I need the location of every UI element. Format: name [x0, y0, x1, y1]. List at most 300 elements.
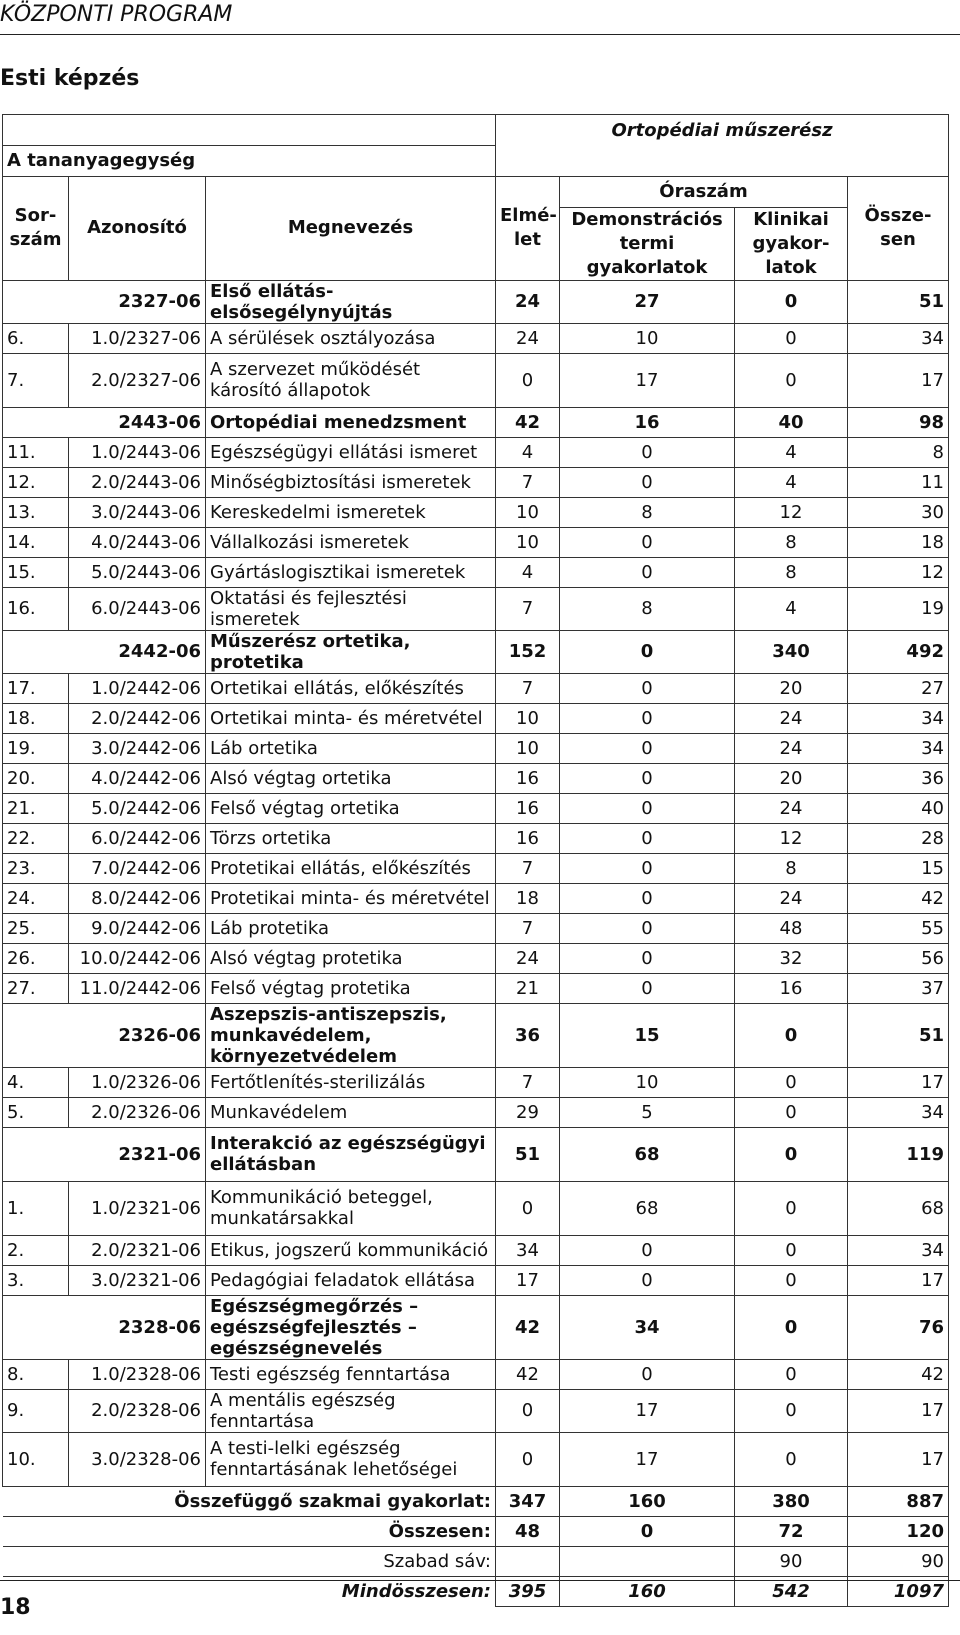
row-azonosito: 7.0/2442-06 — [69, 853, 206, 883]
total-row — [3, 1486, 949, 1516]
total-elmelet: 48 — [496, 1516, 560, 1546]
row-azonosito: 9.0/2442-06 — [69, 913, 206, 943]
group-row — [3, 1003, 949, 1067]
row-sorszam: 15. — [3, 557, 69, 587]
row-demo: 0 — [560, 437, 735, 467]
row-azonosito: 1.0/2321-06 — [69, 1181, 206, 1235]
module-id: 2328-06 — [3, 1295, 206, 1359]
total-osszesen: 1097 — [848, 1576, 949, 1606]
row-azonosito: 3.0/2328-06 — [69, 1432, 206, 1486]
row-azonosito: 2.0/2442-06 — [69, 703, 206, 733]
module-id: 2327-06 — [3, 280, 206, 323]
total-klinikai: 72 — [735, 1516, 848, 1546]
row-sorszam: 25. — [3, 913, 69, 943]
total-osszesen: 887 — [848, 1486, 949, 1516]
footer-divider — [0, 1580, 960, 1581]
row-azonosito: 11.0/2442-06 — [69, 973, 206, 1003]
row-azonosito: 4.0/2443-06 — [69, 527, 206, 557]
row-sorszam: 24. — [3, 883, 69, 913]
table-body — [3, 280, 949, 1606]
row-osszesen: 17 — [848, 1265, 949, 1295]
group-row — [3, 1127, 949, 1181]
row-demo: 0 — [560, 703, 735, 733]
row-megnevezes: Egészségügyi ellátási ismeret — [206, 437, 496, 467]
col-sorszam: Sor- szám — [3, 176, 69, 280]
table-row — [3, 943, 949, 973]
row-demo: 0 — [560, 853, 735, 883]
row-osszesen: 11 — [848, 467, 949, 497]
row-megnevezes: Vállalkozási ismeretek — [206, 527, 496, 557]
table-row — [3, 467, 949, 497]
row-demo: 0 — [560, 1235, 735, 1265]
row-sorszam: 20. — [3, 763, 69, 793]
row-azonosito: 1.0/2327-06 — [69, 323, 206, 353]
row-klinikai: 0 — [735, 1295, 848, 1359]
row-klinikai: 340 — [735, 630, 848, 673]
col-demo: Demonstrációs termi gyakorlatok — [560, 207, 735, 280]
table-row — [3, 1389, 949, 1432]
row-azonosito: 2.0/2326-06 — [69, 1097, 206, 1127]
table-row — [3, 527, 949, 557]
row-sorszam: 14. — [3, 527, 69, 557]
row-klinikai: 0 — [735, 1181, 848, 1235]
table-row — [3, 703, 949, 733]
header-blank — [3, 115, 496, 146]
table-row — [3, 673, 949, 703]
row-sorszam: 23. — [3, 853, 69, 883]
row-elmelet: 24 — [496, 943, 560, 973]
table-row — [3, 823, 949, 853]
row-azonosito: 1.0/2328-06 — [69, 1359, 206, 1389]
row-demo: 0 — [560, 527, 735, 557]
row-demo: 10 — [560, 323, 735, 353]
row-megnevezes: A testi-lelki egészség fenntartásának lehetőségei — [206, 1432, 496, 1486]
row-osszesen: 15 — [848, 853, 949, 883]
row-elmelet: 0 — [496, 353, 560, 407]
row-elmelet: 51 — [496, 1127, 560, 1181]
row-azonosito: 2.0/2443-06 — [69, 467, 206, 497]
row-demo: 0 — [560, 733, 735, 763]
total-osszesen: 120 — [848, 1516, 949, 1546]
row-sorszam: 26. — [3, 943, 69, 973]
row-sorszam: 13. — [3, 497, 69, 527]
row-klinikai: 20 — [735, 673, 848, 703]
row-elmelet: 16 — [496, 823, 560, 853]
row-elmelet: 36 — [496, 1003, 560, 1067]
row-demo: 0 — [560, 793, 735, 823]
row-osszesen: 34 — [848, 1097, 949, 1127]
row-osszesen: 98 — [848, 407, 949, 437]
row-elmelet: 29 — [496, 1097, 560, 1127]
row-demo: 16 — [560, 407, 735, 437]
row-elmelet: 18 — [496, 883, 560, 913]
row-osszesen: 34 — [848, 703, 949, 733]
row-azonosito: 5.0/2442-06 — [69, 793, 206, 823]
row-demo: 0 — [560, 467, 735, 497]
table-row — [3, 1181, 949, 1235]
row-azonosito: 1.0/2442-06 — [69, 673, 206, 703]
row-osszesen: 51 — [848, 1003, 949, 1067]
row-klinikai: 4 — [735, 437, 848, 467]
row-klinikai: 12 — [735, 823, 848, 853]
header-title: KÖZPONTI PROGRAM — [0, 2, 233, 27]
row-sorszam: 11. — [3, 437, 69, 467]
row-klinikai: 32 — [735, 943, 848, 973]
row-osszesen: 42 — [848, 1359, 949, 1389]
table-row — [3, 913, 949, 943]
row-osszesen: 40 — [848, 793, 949, 823]
row-megnevezes: Kommunikáció beteggel, munkatársakkal — [206, 1181, 496, 1235]
row-megnevezes: Első ellátás-elsősegélynyújtás — [206, 280, 496, 323]
total-klinikai: 542 — [735, 1576, 848, 1606]
row-demo: 68 — [560, 1127, 735, 1181]
row-elmelet: 17 — [496, 1265, 560, 1295]
row-elmelet: 0 — [496, 1432, 560, 1486]
col-klinikai: Klinikai gyakor- latok — [735, 207, 848, 280]
row-megnevezes: Fertőtlenítés-sterilizálás — [206, 1067, 496, 1097]
table-row — [3, 883, 949, 913]
row-klinikai: 0 — [735, 1127, 848, 1181]
row-osszesen: 17 — [848, 353, 949, 407]
row-demo: 0 — [560, 673, 735, 703]
row-megnevezes: Felső végtag ortetika — [206, 793, 496, 823]
row-sorszam: 22. — [3, 823, 69, 853]
row-sorszam: 4. — [3, 1067, 69, 1097]
row-azonosito: 6.0/2443-06 — [69, 587, 206, 630]
row-sorszam: 10. — [3, 1432, 69, 1486]
total-row — [3, 1516, 949, 1546]
row-megnevezes: Láb protetika — [206, 913, 496, 943]
row-elmelet: 34 — [496, 1235, 560, 1265]
row-klinikai: 0 — [735, 280, 848, 323]
section-title: Esti képzés — [0, 66, 140, 91]
row-klinikai: 4 — [735, 467, 848, 497]
col-megnevezes: Megnevezés — [206, 176, 496, 280]
row-elmelet: 24 — [496, 280, 560, 323]
row-elmelet: 10 — [496, 733, 560, 763]
row-demo: 17 — [560, 1389, 735, 1432]
total-elmelet: 395 — [496, 1576, 560, 1606]
row-klinikai: 0 — [735, 1097, 848, 1127]
row-azonosito: 8.0/2442-06 — [69, 883, 206, 913]
page-number: 18 — [0, 1595, 31, 1620]
row-azonosito: 5.0/2443-06 — [69, 557, 206, 587]
row-sorszam: 2. — [3, 1235, 69, 1265]
table-row — [3, 437, 949, 467]
row-elmelet: 0 — [496, 1181, 560, 1235]
row-megnevezes: Alsó végtag protetika — [206, 943, 496, 973]
row-megnevezes: Egészségmegőrzés – egészségfejlesztés – egészségnevelés — [206, 1295, 496, 1359]
row-megnevezes: Aszepszis-antiszepszis, munkavédelem, környezetvédelem — [206, 1003, 496, 1067]
row-azonosito: 2.0/2321-06 — [69, 1235, 206, 1265]
row-demo: 0 — [560, 557, 735, 587]
total-elmelet: 347 — [496, 1486, 560, 1516]
row-azonosito: 3.0/2442-06 — [69, 733, 206, 763]
row-demo: 0 — [560, 913, 735, 943]
row-klinikai: 0 — [735, 1003, 848, 1067]
row-azonosito: 6.0/2442-06 — [69, 823, 206, 853]
table-row — [3, 557, 949, 587]
row-demo: 5 — [560, 1097, 735, 1127]
row-klinikai: 0 — [735, 323, 848, 353]
row-sorszam: 5. — [3, 1097, 69, 1127]
row-demo: 0 — [560, 943, 735, 973]
row-sorszam: 9. — [3, 1389, 69, 1432]
row-sorszam: 17. — [3, 673, 69, 703]
row-osszesen: 30 — [848, 497, 949, 527]
total-demo: 160 — [560, 1486, 735, 1516]
row-klinikai: 0 — [735, 1359, 848, 1389]
row-elmelet: 4 — [496, 437, 560, 467]
row-klinikai: 0 — [735, 1067, 848, 1097]
col-elmelet: Elmé- let — [496, 176, 560, 280]
row-osszesen: 68 — [848, 1181, 949, 1235]
row-megnevezes: Ortopédiai menedzsment — [206, 407, 496, 437]
row-demo: 15 — [560, 1003, 735, 1067]
row-elmelet: 16 — [496, 793, 560, 823]
row-sorszam: 16. — [3, 587, 69, 630]
table-row — [3, 497, 949, 527]
curriculum-table — [2, 114, 949, 1607]
table-row — [3, 853, 949, 883]
row-megnevezes: Etikus, jogszerű kommunikáció — [206, 1235, 496, 1265]
row-megnevezes: A szervezet működését károsító állapotok — [206, 353, 496, 407]
row-elmelet: 16 — [496, 763, 560, 793]
row-klinikai: 0 — [735, 1432, 848, 1486]
row-megnevezes: A mentális egészség fenntartása — [206, 1389, 496, 1432]
row-megnevezes: Felső végtag protetika — [206, 973, 496, 1003]
total-demo: 0 — [560, 1516, 735, 1546]
row-klinikai: 16 — [735, 973, 848, 1003]
row-demo: 68 — [560, 1181, 735, 1235]
row-klinikai: 24 — [735, 703, 848, 733]
total-klinikai: 380 — [735, 1486, 848, 1516]
row-klinikai: 0 — [735, 1389, 848, 1432]
row-sorszam: 21. — [3, 793, 69, 823]
total-klinikai: 90 — [735, 1546, 848, 1576]
row-osszesen: 19 — [848, 587, 949, 630]
module-id: 2321-06 — [3, 1127, 206, 1181]
row-megnevezes: Műszerész ortetika, protetika — [206, 630, 496, 673]
row-elmelet: 10 — [496, 703, 560, 733]
row-demo: 34 — [560, 1295, 735, 1359]
row-elmelet: 42 — [496, 1359, 560, 1389]
col-azonosito: Azonosító — [69, 176, 206, 280]
program-name: Ortopédiai műszerész — [496, 115, 949, 146]
row-sorszam: 7. — [3, 353, 69, 407]
table-row — [3, 353, 949, 407]
row-klinikai: 48 — [735, 913, 848, 943]
row-elmelet: 21 — [496, 973, 560, 1003]
table-row — [3, 323, 949, 353]
row-elmelet: 7 — [496, 467, 560, 497]
row-elmelet: 42 — [496, 1295, 560, 1359]
row-elmelet: 152 — [496, 630, 560, 673]
table-row — [3, 973, 949, 1003]
row-osszesen: 76 — [848, 1295, 949, 1359]
row-megnevezes: Protetikai ellátás, előkészítés — [206, 853, 496, 883]
row-osszesen: 17 — [848, 1389, 949, 1432]
row-klinikai: 12 — [735, 497, 848, 527]
row-azonosito: 3.0/2321-06 — [69, 1265, 206, 1295]
table-row — [3, 1235, 949, 1265]
row-demo: 10 — [560, 1067, 735, 1097]
row-elmelet: 7 — [496, 1067, 560, 1097]
module-id: 2442-06 — [3, 630, 206, 673]
row-sorszam: 8. — [3, 1359, 69, 1389]
row-klinikai: 8 — [735, 853, 848, 883]
row-demo: 0 — [560, 1265, 735, 1295]
row-demo: 0 — [560, 883, 735, 913]
row-demo: 0 — [560, 763, 735, 793]
row-megnevezes: Testi egészség fenntartása — [206, 1359, 496, 1389]
row-megnevezes: Kereskedelmi ismeretek — [206, 497, 496, 527]
row-osszesen: 18 — [848, 527, 949, 557]
row-elmelet: 4 — [496, 557, 560, 587]
group-row — [3, 630, 949, 673]
table-row — [3, 1097, 949, 1127]
row-klinikai: 40 — [735, 407, 848, 437]
row-klinikai: 20 — [735, 763, 848, 793]
row-klinikai: 8 — [735, 527, 848, 557]
row-demo: 27 — [560, 280, 735, 323]
row-elmelet: 7 — [496, 673, 560, 703]
row-megnevezes: Ortetikai minta- és méretvétel — [206, 703, 496, 733]
col-osszesen: Össze- sen — [848, 176, 949, 280]
row-elmelet: 7 — [496, 913, 560, 943]
row-osszesen: 28 — [848, 823, 949, 853]
row-elmelet: 10 — [496, 527, 560, 557]
row-demo: 17 — [560, 353, 735, 407]
row-elmelet: 10 — [496, 497, 560, 527]
row-sorszam: 12. — [3, 467, 69, 497]
row-megnevezes: A sérülések osztályozása — [206, 323, 496, 353]
table-row — [3, 587, 949, 630]
row-osszesen: 56 — [848, 943, 949, 973]
total-osszesen: 90 — [848, 1546, 949, 1576]
total-label: Szabad sáv: — [3, 1546, 496, 1576]
row-megnevezes: Gyártáslogisztikai ismeretek — [206, 557, 496, 587]
module-id: 2443-06 — [3, 407, 206, 437]
row-megnevezes: Protetikai minta- és méretvétel — [206, 883, 496, 913]
row-demo: 0 — [560, 823, 735, 853]
total-label: Mindösszesen: — [3, 1576, 496, 1606]
row-azonosito: 3.0/2443-06 — [69, 497, 206, 527]
row-megnevezes: Törzs ortetika — [206, 823, 496, 853]
row-azonosito: 2.0/2328-06 — [69, 1389, 206, 1432]
tananyagegyseg-header: A tananyagegység — [3, 145, 496, 176]
row-demo: 8 — [560, 587, 735, 630]
row-elmelet: 42 — [496, 407, 560, 437]
row-megnevezes: Alsó végtag ortetika — [206, 763, 496, 793]
row-demo: 8 — [560, 497, 735, 527]
row-osszesen: 55 — [848, 913, 949, 943]
total-label: Összefüggő szakmai gyakorlat: — [3, 1486, 496, 1516]
row-klinikai: 24 — [735, 733, 848, 763]
row-elmelet: 0 — [496, 1389, 560, 1432]
row-osszesen: 119 — [848, 1127, 949, 1181]
row-sorszam: 27. — [3, 973, 69, 1003]
row-osszesen: 37 — [848, 973, 949, 1003]
row-megnevezes: Pedagógiai feladatok ellátása — [206, 1265, 496, 1295]
header-divider — [0, 34, 960, 35]
row-osszesen: 42 — [848, 883, 949, 913]
row-osszesen: 34 — [848, 323, 949, 353]
row-klinikai: 4 — [735, 587, 848, 630]
group-row — [3, 1295, 949, 1359]
row-klinikai: 0 — [735, 1265, 848, 1295]
row-osszesen: 17 — [848, 1432, 949, 1486]
row-osszesen: 34 — [848, 733, 949, 763]
row-megnevezes: Oktatási és fejlesztési ismeretek — [206, 587, 496, 630]
row-megnevezes: Láb ortetika — [206, 733, 496, 763]
row-osszesen: 8 — [848, 437, 949, 467]
row-klinikai: 24 — [735, 793, 848, 823]
row-klinikai: 8 — [735, 557, 848, 587]
col-oraszam: Óraszám — [560, 176, 848, 207]
total-elmelet — [496, 1546, 560, 1576]
row-osszesen: 17 — [848, 1067, 949, 1097]
row-sorszam: 3. — [3, 1265, 69, 1295]
row-azonosito: 1.0/2443-06 — [69, 437, 206, 467]
header-blank-2 — [496, 145, 949, 176]
row-megnevezes: Munkavédelem — [206, 1097, 496, 1127]
table-row — [3, 1432, 949, 1486]
row-osszesen: 51 — [848, 280, 949, 323]
row-osszesen: 492 — [848, 630, 949, 673]
table-row — [3, 1067, 949, 1097]
row-demo: 17 — [560, 1432, 735, 1486]
table-row — [3, 793, 949, 823]
row-azonosito: 2.0/2327-06 — [69, 353, 206, 407]
row-azonosito: 1.0/2326-06 — [69, 1067, 206, 1097]
row-klinikai: 24 — [735, 883, 848, 913]
total-row — [3, 1546, 949, 1576]
group-row — [3, 407, 949, 437]
row-osszesen: 12 — [848, 557, 949, 587]
row-azonosito: 10.0/2442-06 — [69, 943, 206, 973]
row-osszesen: 27 — [848, 673, 949, 703]
row-klinikai: 0 — [735, 353, 848, 407]
total-demo: 160 — [560, 1576, 735, 1606]
row-sorszam: 18. — [3, 703, 69, 733]
row-sorszam: 6. — [3, 323, 69, 353]
table-row — [3, 733, 949, 763]
module-id: 2326-06 — [3, 1003, 206, 1067]
row-azonosito: 4.0/2442-06 — [69, 763, 206, 793]
row-megnevezes: Minőségbiztosítási ismeretek — [206, 467, 496, 497]
table-row — [3, 1359, 949, 1389]
table-row — [3, 1265, 949, 1295]
total-demo — [560, 1546, 735, 1576]
row-demo: 0 — [560, 973, 735, 1003]
row-megnevezes: Interakció az egészségügyi ellátásban — [206, 1127, 496, 1181]
row-demo: 0 — [560, 1359, 735, 1389]
row-elmelet: 7 — [496, 587, 560, 630]
row-osszesen: 34 — [848, 1235, 949, 1265]
group-row — [3, 280, 949, 323]
table-row — [3, 763, 949, 793]
row-klinikai: 0 — [735, 1235, 848, 1265]
row-elmelet: 7 — [496, 853, 560, 883]
row-demo: 0 — [560, 630, 735, 673]
row-megnevezes: Ortetikai ellátás, előkészítés — [206, 673, 496, 703]
row-sorszam: 1. — [3, 1181, 69, 1235]
row-osszesen: 36 — [848, 763, 949, 793]
row-sorszam: 19. — [3, 733, 69, 763]
total-label: Összesen: — [3, 1516, 496, 1546]
row-elmelet: 24 — [496, 323, 560, 353]
